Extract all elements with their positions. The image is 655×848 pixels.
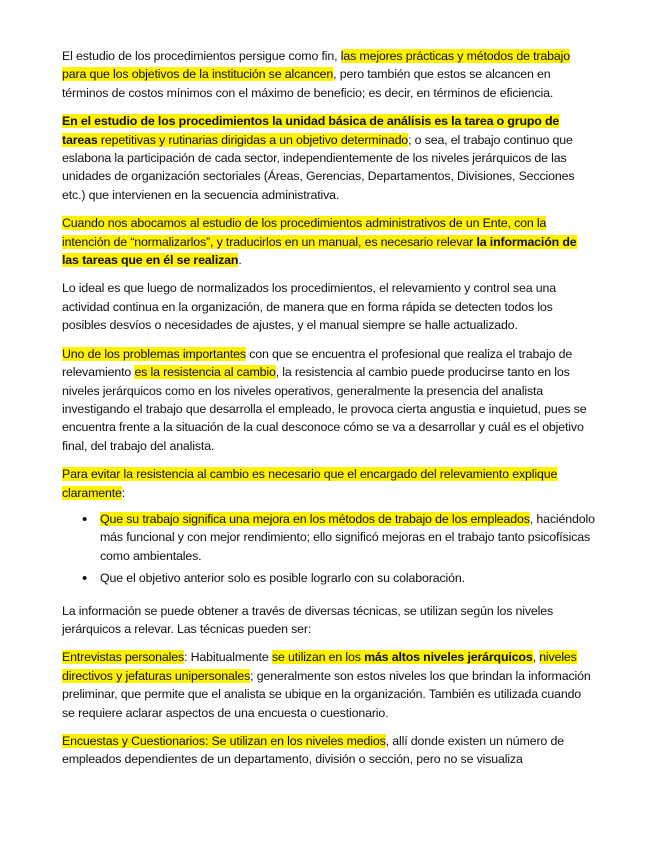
bullet-icon: • [82, 510, 88, 528]
text-run: , haciéndolo más funcional y con mejor rendimiento; ello significó mejoras en el trabajo tanto psicofísicas como ambientales. [100, 511, 595, 563]
highlighted-text: Entrevistas personales [62, 650, 185, 665]
text-run: , allí donde existen un número de empleados dependientes de un departamento, división o sección, pero no se visualiza [62, 734, 564, 767]
highlighted-text: Que su trabajo significa una mejora en los métodos de trabajo de los empleados [100, 511, 530, 526]
text-run: : [121, 485, 126, 500]
paragraph-ideal [62, 279, 595, 334]
text-run: ; generalmente son estos niveles los que brindan la información preliminar, que permite que el analista se ubique en la organización. También es utilizada cuando se requiere aclarar aspectos de una encuesta o cuestionario. [62, 668, 591, 720]
bullet-list [62, 510, 595, 588]
highlighted-text: las mejores prácticas y métodos de trabajo para que los objetivos de la institución se alcancen [62, 49, 570, 82]
highlighted-text: Para evitar la resistencia al cambio es necesario que el encargado del relevamiento explique claramente [62, 467, 558, 500]
list-item [62, 569, 595, 587]
text-run: . [238, 253, 242, 268]
text-run: , [532, 650, 540, 665]
highlighted-text: Encuestas y Cuestionarios: Se utilizan en los niveles medios [62, 734, 386, 748]
text-run: Que el objetivo anterior solo es posible lograrlo con su colaboración. [100, 571, 465, 586]
paragraph-unit-of-analysis [62, 112, 595, 204]
bullet-icon: • [82, 570, 88, 588]
paragraph-techniques [62, 602, 595, 639]
paragraph-objective [62, 47, 595, 102]
highlighted-bold-text: En el estudio de los procedimientos la unidad básica de análisis es la tarea o grupo de tareas [62, 114, 560, 147]
text-run: : Habitualmente [184, 650, 272, 665]
highlighted-text: Cuando nos abocamos al estudio de los procedimientos administrativos de un Ente, con la intención de “normalizarlos”, y traducirlos en un manual, es necesario relevar [62, 216, 547, 249]
text-run: Lo ideal es que luego de normalizados los procedimientos, el relevamiento y control sea una actividad continua en la organización, de manera que en forma rápida se detecten todos los posibles desvíos o necesidades de ajustes, y el manual siempre se halle actualizado. [62, 281, 556, 333]
paragraph-resistance [62, 345, 595, 455]
highlighted-text: se utilizan en los [271, 650, 365, 665]
highlighted-bold-text: la información de las tareas que en él se realizan [62, 234, 577, 268]
text-run: La información se puede obtener a través de diversas técnicas, se utilizan según los niveles jerárquicos a relevar. Las técnicas pueden ser: [62, 603, 554, 636]
text-run: , la resistencia al cambio puede producirse tanto en los niveles jerárquicos como en los niveles operativos, generalmente la presencia del analista investigando el trabajo que desarrolla el empleado, le provoca cierta angustia e inquietud, pues se encuentra frente a la situación de la cual desconoce cómo se va a desarrollar y cuál es el objetivo final, del trabajo del analista. [62, 365, 587, 453]
paragraph-avoid-resistance [62, 465, 595, 502]
text-run: ; o sea, el trabajo continuo que eslabona la participación de cada sector, independientemente de los niveles jerárquicos de las unidades de organización sectoriales (Áreas, Gerencias, Departamentos, Divisiones, Secciones etc.) que intervienen en la secuencia administrativa. [62, 132, 575, 202]
list-item [62, 510, 595, 565]
paragraph-surveys [62, 732, 595, 769]
text-run: El estudio de los procedimientos persigue como fin, [62, 49, 341, 63]
text-run: , pero también que estos se alcancen en términos de costos mínimos con el máximo de beneficio; es decir, en términos de eficiencia. [62, 67, 554, 100]
paragraph-interviews [62, 648, 595, 722]
highlighted-text: niveles directivos y jefaturas unipersonales [62, 650, 577, 683]
paragraph-normalization [62, 214, 595, 269]
text-run: con que se encuentra el profesional que realiza el trabajo de relevamiento [62, 346, 573, 380]
highlighted-text: es la resistencia al cambio [134, 365, 276, 380]
highlighted-bold-text: más altos niveles jerárquicos [364, 650, 533, 665]
highlighted-text: Uno de los problemas importantes [62, 346, 246, 361]
highlighted-text: repetitivas y rutinarias dirigidas a un objetivo determinado [97, 132, 409, 147]
